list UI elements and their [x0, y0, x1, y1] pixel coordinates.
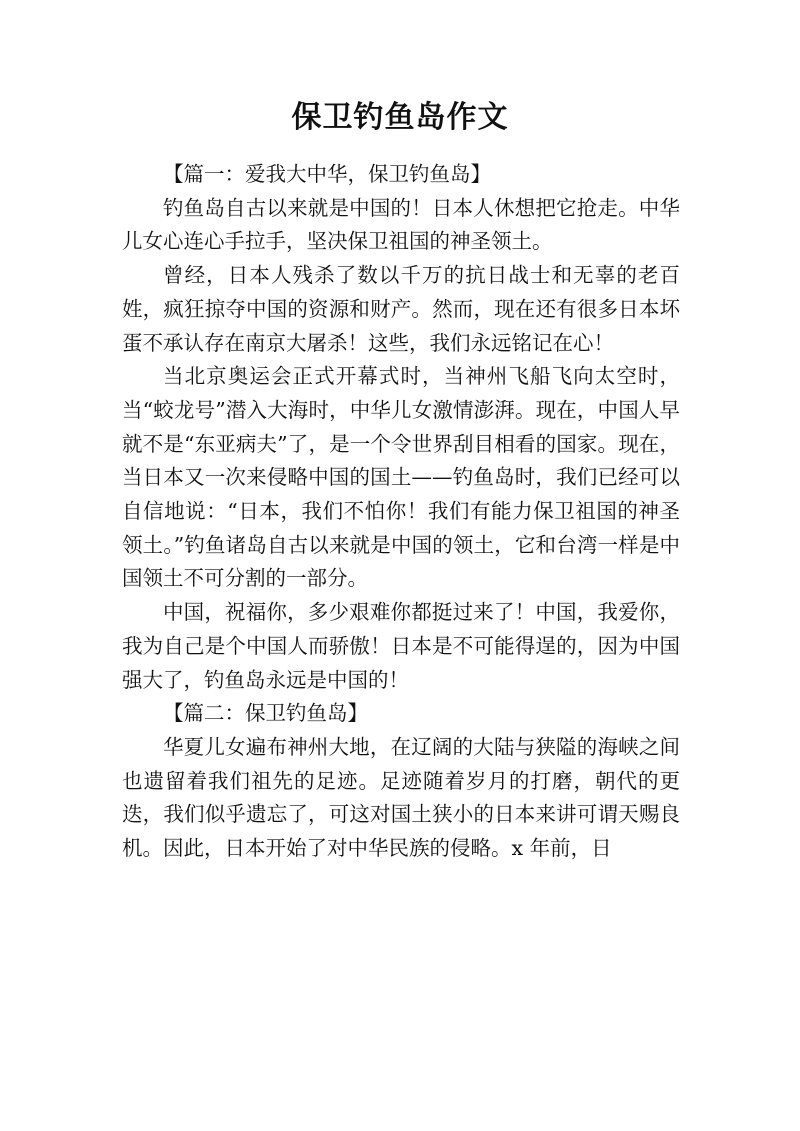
section-heading-2: 【篇二：保卫钓鱼岛】 [163, 701, 368, 726]
paragraph: 钓鱼岛自古以来就是中国的！日本人休想把它抢走。中华儿女心连心手拉手，坚决保卫祖国的神圣领土。 [122, 195, 680, 254]
paragraph: 华夏儿女遍布神州大地，在辽阔的大陆与狭隘的海峡之间也遗留着我们祖先的足迹。足迹随着岁月的打磨，朝代的更迭，我们似乎遗忘了，可这对国土狭小的日本来讲可谓天赐良机。因此，日本开始了对中华民族的侵略。x 年前，日 [122, 734, 680, 861]
paragraph: 曾经，日本人残杀了数以千万的抗日战士和无辜的老百姓，疯狂掠夺中国的资源和财产。然而，现在还有很多日本坏蛋不承认存在南京大屠杀！这些，我们永远铭记在心！ [122, 263, 680, 355]
document-body [122, 158, 680, 866]
section-heading-1: 【篇一：爱我大中华，保卫钓鱼岛】 [163, 162, 491, 186]
document-title: 保卫钓鱼岛作文 [291, 100, 509, 135]
paragraph: 当北京奥运会正式开幕式时，当神州飞船飞向太空时，当“蛟龙号”潜入大海时，中华儿女激情澎湃。现在，中国人早就不是“东亚病夫”了，是一个令世界刮目相看的国家。现在，当日本又一次来侵略中国的国土——钓鱼岛时，我们已经可以自信地说：“日本，我们不怕你！我们有能力保卫祖国的神圣领土。”钓鱼诸岛自古以来就是中国的领土，它和台湾一样是中国领土不可分割的一部分。 [122, 364, 680, 591]
paragraph: 中国，祝福你，多少艰难你都挺过来了！中国，我爱你，我为自己是个中国人而骄傲！日本是不可能得逞的，因为中国强大了，钓鱼岛永远是中国的！ [122, 600, 680, 692]
